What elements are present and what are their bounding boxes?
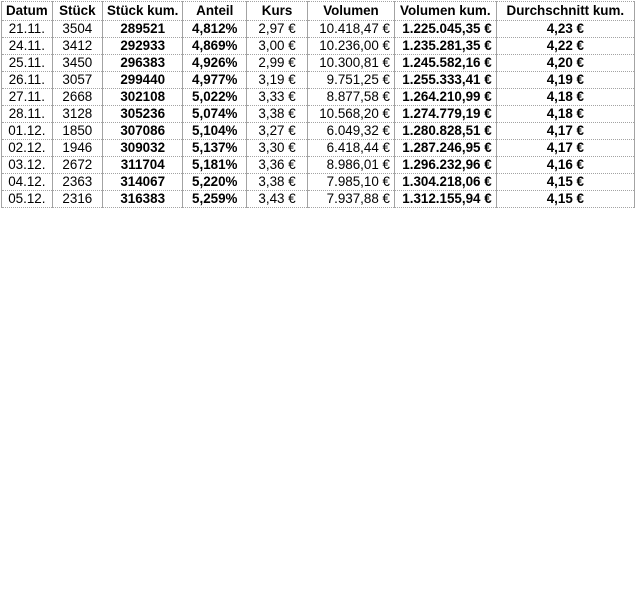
cell-anteil[interactable]: 5,074% xyxy=(183,106,247,123)
cell-volumen-kum[interactable]: 1.287.246,95 € xyxy=(394,140,496,157)
cell-kurs[interactable]: 3,38 € xyxy=(247,106,308,123)
cell-durchschnitt-kum[interactable]: 4,19 € xyxy=(496,72,634,89)
cell-kurs[interactable]: 3,36 € xyxy=(247,157,308,174)
cell-anteil[interactable]: 4,926% xyxy=(183,55,247,72)
table-row xyxy=(2,38,635,55)
table-row xyxy=(2,140,635,157)
table-row xyxy=(2,72,635,89)
cell-volumen[interactable]: 10.418,47 € xyxy=(307,21,394,38)
cell-stueck[interactable]: 2668 xyxy=(52,89,102,106)
cell-volumen-kum[interactable]: 1.304.218,06 € xyxy=(394,174,496,191)
cell-volumen-kum[interactable]: 1.296.232,96 € xyxy=(394,157,496,174)
cell-datum[interactable]: 21.11. xyxy=(2,21,53,38)
table-body xyxy=(2,21,635,208)
cell-volumen-kum[interactable]: 1.245.582,16 € xyxy=(394,55,496,72)
cell-datum[interactable]: 05.12. xyxy=(2,191,53,208)
column-header-volumen-kum[interactable]: Volumen kum. xyxy=(394,2,496,21)
table-row xyxy=(2,106,635,123)
cell-stueck[interactable]: 2672 xyxy=(52,157,102,174)
column-header-stueck-kum[interactable]: Stück kum. xyxy=(102,2,182,21)
cell-anteil[interactable]: 5,220% xyxy=(183,174,247,191)
cell-kurs[interactable]: 3,19 € xyxy=(247,72,308,89)
cell-datum[interactable]: 25.11. xyxy=(2,55,53,72)
cell-volumen[interactable]: 7.937,88 € xyxy=(307,191,394,208)
table-row xyxy=(2,157,635,174)
cell-kurs[interactable]: 2,99 € xyxy=(247,55,308,72)
cell-anteil[interactable]: 4,869% xyxy=(183,38,247,55)
cell-durchschnitt-kum[interactable]: 4,15 € xyxy=(496,174,634,191)
cell-volumen[interactable]: 8.877,58 € xyxy=(307,89,394,106)
cell-stueck[interactable]: 2316 xyxy=(52,191,102,208)
cell-stueck-kum[interactable]: 314067 xyxy=(102,174,182,191)
cell-datum[interactable]: 04.12. xyxy=(2,174,53,191)
cell-stueck-kum[interactable]: 311704 xyxy=(102,157,182,174)
cell-stueck[interactable]: 3412 xyxy=(52,38,102,55)
cell-stueck[interactable]: 3057 xyxy=(52,72,102,89)
table-row xyxy=(2,55,635,72)
cell-stueck-kum[interactable]: 309032 xyxy=(102,140,182,157)
cell-stueck[interactable]: 3450 xyxy=(52,55,102,72)
cell-durchschnitt-kum[interactable]: 4,22 € xyxy=(496,38,634,55)
cell-kurs[interactable]: 2,97 € xyxy=(247,21,308,38)
cell-stueck[interactable]: 3128 xyxy=(52,106,102,123)
column-header-datum[interactable]: Datum xyxy=(2,2,53,21)
table-row xyxy=(2,174,635,191)
cell-durchschnitt-kum[interactable]: 4,17 € xyxy=(496,123,634,140)
cell-volumen-kum[interactable]: 1.255.333,41 € xyxy=(394,72,496,89)
cell-stueck[interactable]: 2363 xyxy=(52,174,102,191)
cell-kurs[interactable]: 3,43 € xyxy=(247,191,308,208)
cell-anteil[interactable]: 4,977% xyxy=(183,72,247,89)
cell-stueck-kum[interactable]: 289521 xyxy=(102,21,182,38)
cell-stueck-kum[interactable]: 302108 xyxy=(102,89,182,106)
column-header-durchschnitt-kum[interactable]: Durchschnitt kum. xyxy=(496,2,634,21)
cell-stueck-kum[interactable]: 296383 xyxy=(102,55,182,72)
cell-stueck-kum[interactable]: 292933 xyxy=(102,38,182,55)
cell-durchschnitt-kum[interactable]: 4,15 € xyxy=(496,191,634,208)
column-header-stueck[interactable]: Stück xyxy=(52,2,102,21)
cell-volumen-kum[interactable]: 1.264.210,99 € xyxy=(394,89,496,106)
cell-datum[interactable]: 28.11. xyxy=(2,106,53,123)
cell-volumen-kum[interactable]: 1.312.155,94 € xyxy=(394,191,496,208)
cell-volumen[interactable]: 10.300,81 € xyxy=(307,55,394,72)
data-table xyxy=(1,1,635,208)
cell-volumen[interactable]: 6.418,44 € xyxy=(307,140,394,157)
cell-volumen[interactable]: 6.049,32 € xyxy=(307,123,394,140)
cell-anteil[interactable]: 5,104% xyxy=(183,123,247,140)
cell-volumen[interactable]: 8.986,01 € xyxy=(307,157,394,174)
cell-kurs[interactable]: 3,30 € xyxy=(247,140,308,157)
cell-volumen[interactable]: 10.236,00 € xyxy=(307,38,394,55)
cell-volumen[interactable]: 7.985,10 € xyxy=(307,174,394,191)
cell-durchschnitt-kum[interactable]: 4,16 € xyxy=(496,157,634,174)
table-row xyxy=(2,89,635,106)
cell-volumen-kum[interactable]: 1.225.045,35 € xyxy=(394,21,496,38)
cell-durchschnitt-kum[interactable]: 4,20 € xyxy=(496,55,634,72)
cell-datum[interactable]: 26.11. xyxy=(2,72,53,89)
table-row xyxy=(2,21,635,38)
cell-volumen[interactable]: 10.568,20 € xyxy=(307,106,394,123)
cell-stueck-kum[interactable]: 307086 xyxy=(102,123,182,140)
cell-anteil[interactable]: 5,137% xyxy=(183,140,247,157)
cell-durchschnitt-kum[interactable]: 4,18 € xyxy=(496,106,634,123)
cell-stueck-kum[interactable]: 299440 xyxy=(102,72,182,89)
cell-kurs[interactable]: 3,00 € xyxy=(247,38,308,55)
column-header-kurs[interactable]: Kurs xyxy=(247,2,308,21)
cell-stueck-kum[interactable]: 316383 xyxy=(102,191,182,208)
table-row xyxy=(2,123,635,140)
cell-datum[interactable]: 02.12. xyxy=(2,140,53,157)
cell-datum[interactable]: 27.11. xyxy=(2,89,53,106)
cell-volumen-kum[interactable]: 1.235.281,35 € xyxy=(394,38,496,55)
cell-datum[interactable]: 03.12. xyxy=(2,157,53,174)
cell-anteil[interactable]: 5,022% xyxy=(183,89,247,106)
cell-volumen-kum[interactable]: 1.280.828,51 € xyxy=(394,123,496,140)
cell-anteil[interactable]: 5,259% xyxy=(183,191,247,208)
table-row xyxy=(2,191,635,208)
cell-anteil[interactable]: 4,812% xyxy=(183,21,247,38)
cell-durchschnitt-kum[interactable]: 4,17 € xyxy=(496,140,634,157)
cell-volumen-kum[interactable]: 1.274.779,19 € xyxy=(394,106,496,123)
cell-stueck-kum[interactable]: 305236 xyxy=(102,106,182,123)
cell-datum[interactable]: 01.12. xyxy=(2,123,53,140)
spreadsheet xyxy=(0,0,635,208)
header-row xyxy=(2,2,635,21)
cell-kurs[interactable]: 3,27 € xyxy=(247,123,308,140)
cell-kurs[interactable]: 3,33 € xyxy=(247,89,308,106)
column-header-anteil[interactable]: Anteil xyxy=(183,2,247,21)
table-header xyxy=(2,2,635,21)
cell-anteil[interactable]: 5,181% xyxy=(183,157,247,174)
cell-durchschnitt-kum[interactable]: 4,23 € xyxy=(496,21,634,38)
cell-datum[interactable]: 24.11. xyxy=(2,38,53,55)
cell-stueck[interactable]: 1850 xyxy=(52,123,102,140)
cell-durchschnitt-kum[interactable]: 4,18 € xyxy=(496,89,634,106)
cell-stueck[interactable]: 1946 xyxy=(52,140,102,157)
column-header-volumen[interactable]: Volumen xyxy=(307,2,394,21)
cell-volumen[interactable]: 9.751,25 € xyxy=(307,72,394,89)
cell-stueck[interactable]: 3504 xyxy=(52,21,102,38)
cell-kurs[interactable]: 3,38 € xyxy=(247,174,308,191)
